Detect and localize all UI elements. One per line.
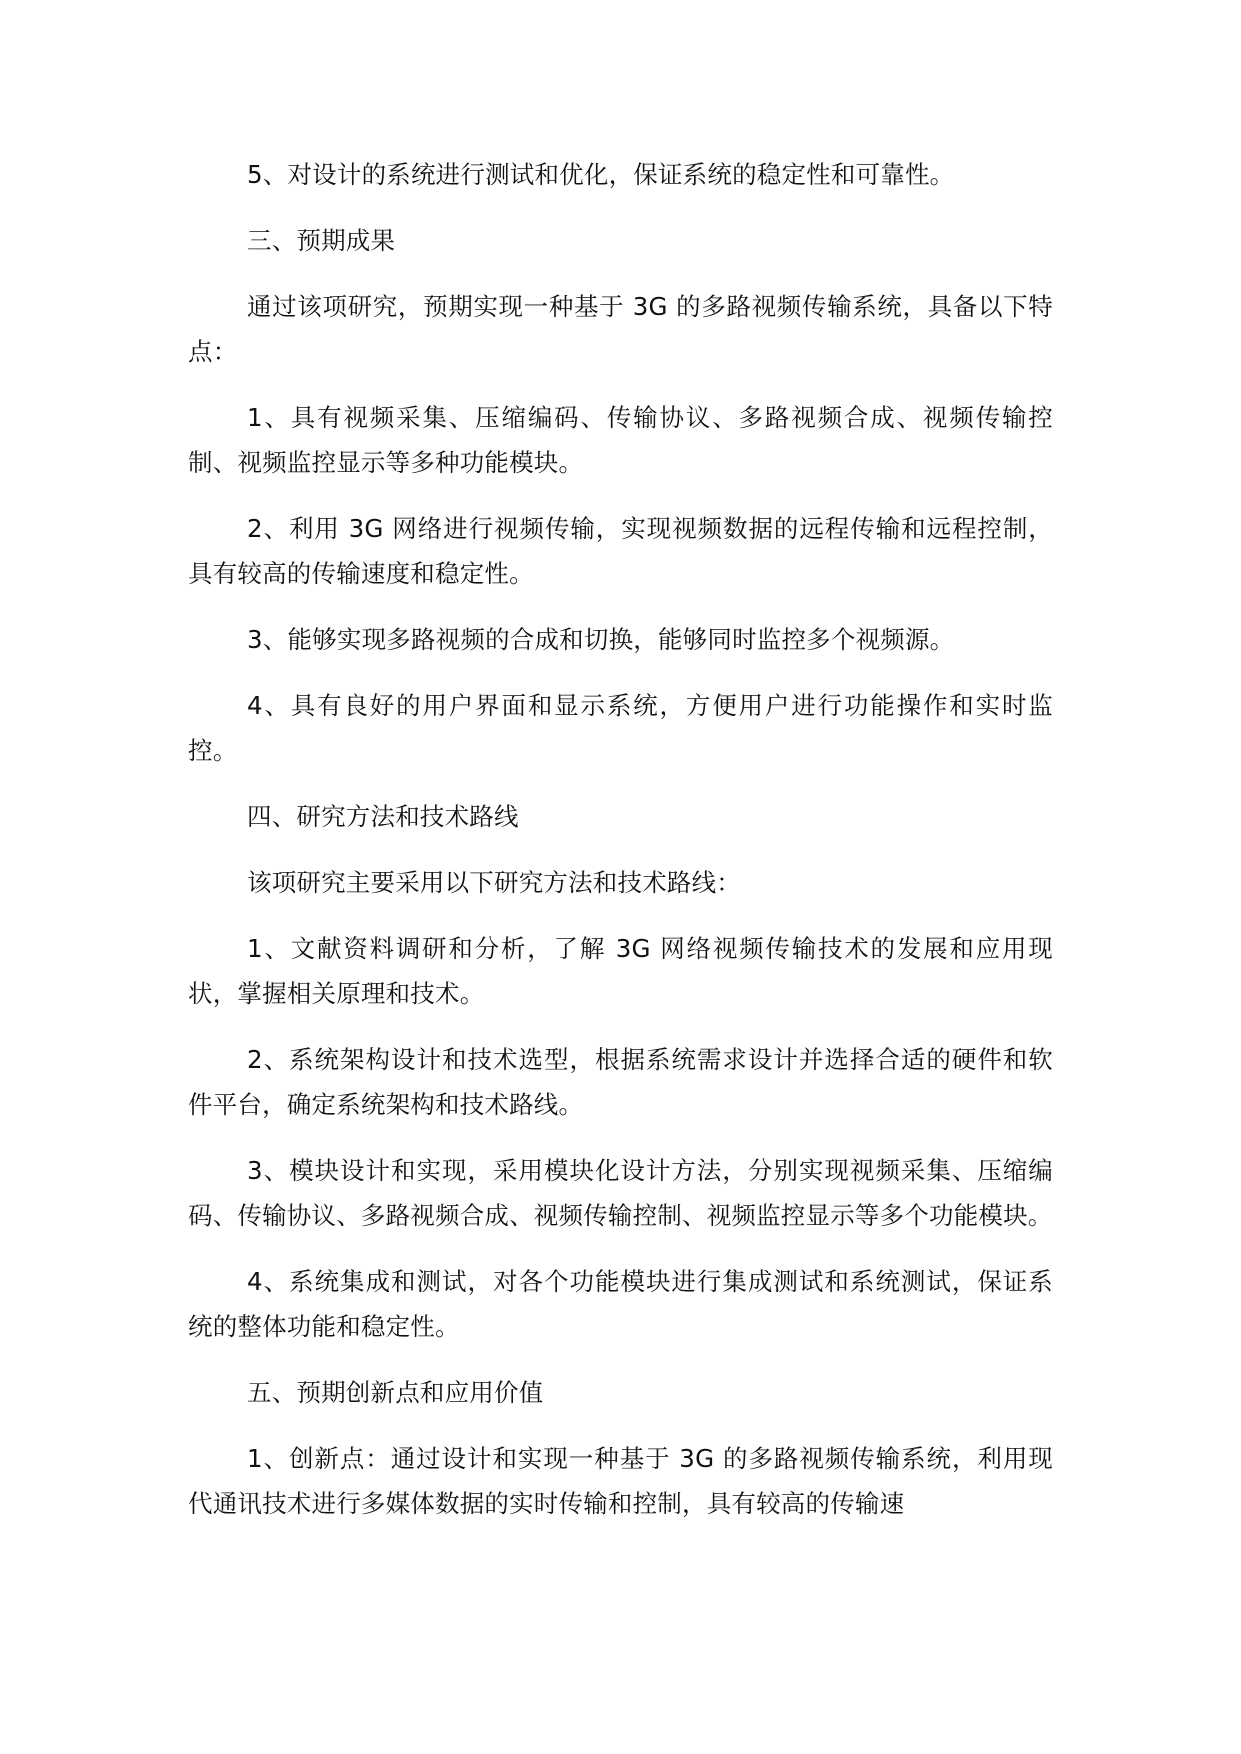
paragraph-innovation-1: 1、创新点：通过设计和实现一种基于 3G 的多路视频传输系统，利用现代通讯技术进行多媒体数据的实时传输和控制，具有较高的传输速 (188, 1444, 1053, 1518)
heading-expected-results: 三、预期成果 (247, 226, 396, 255)
heading-innovation-value: 五、预期创新点和应用价值 (247, 1378, 544, 1407)
paragraph-method-4: 4、系统集成和测试，对各个功能模块进行集成测试和系统测试，保证系统的整体功能和稳定性。 (188, 1267, 1053, 1341)
paragraph-method-2: 2、系统架构设计和技术选型，根据系统需求设计并选择合适的硬件和软件平台，确定系统架构和技术路线。 (188, 1045, 1053, 1119)
paragraph-feature-1: 1、具有视频采集、压缩编码、传输协议、多路视频合成、视频传输控制、视频监控显示等多种功能模块。 (188, 403, 1053, 477)
paragraph-results-intro: 通过该项研究，预期实现一种基于 3G 的多路视频传输系统，具备以下特点： (188, 292, 1053, 366)
paragraph-method-1: 1、文献资料调研和分析，了解 3G 网络视频传输技术的发展和应用现状，掌握相关原理和技术。 (188, 934, 1053, 1008)
paragraph-feature-3: 3、能够实现多路视频的合成和切换，能够同时监控多个视频源。 (247, 625, 955, 654)
paragraph-method-3: 3、模块设计和实现，采用模块化设计方法，分别实现视频采集、压缩编码、传输协议、多路视频合成、视频传输控制、视频监控显示等多个功能模块。 (188, 1156, 1053, 1230)
paragraph-feature-4: 4、具有良好的用户界面和显示系统，方便用户进行功能操作和实时监控。 (188, 691, 1053, 765)
heading-methods-route: 四、研究方法和技术路线 (247, 802, 519, 831)
paragraph-feature-2: 2、利用 3G 网络进行视频传输，实现视频数据的远程传输和远程控制，具有较高的传输速度和稳定性。 (188, 514, 1053, 588)
paragraph-methods-intro: 该项研究主要采用以下研究方法和技术路线： (247, 868, 741, 897)
paragraph-test-optimize: 5、对设计的系统进行测试和优化，保证系统的稳定性和可靠性。 (247, 160, 955, 189)
